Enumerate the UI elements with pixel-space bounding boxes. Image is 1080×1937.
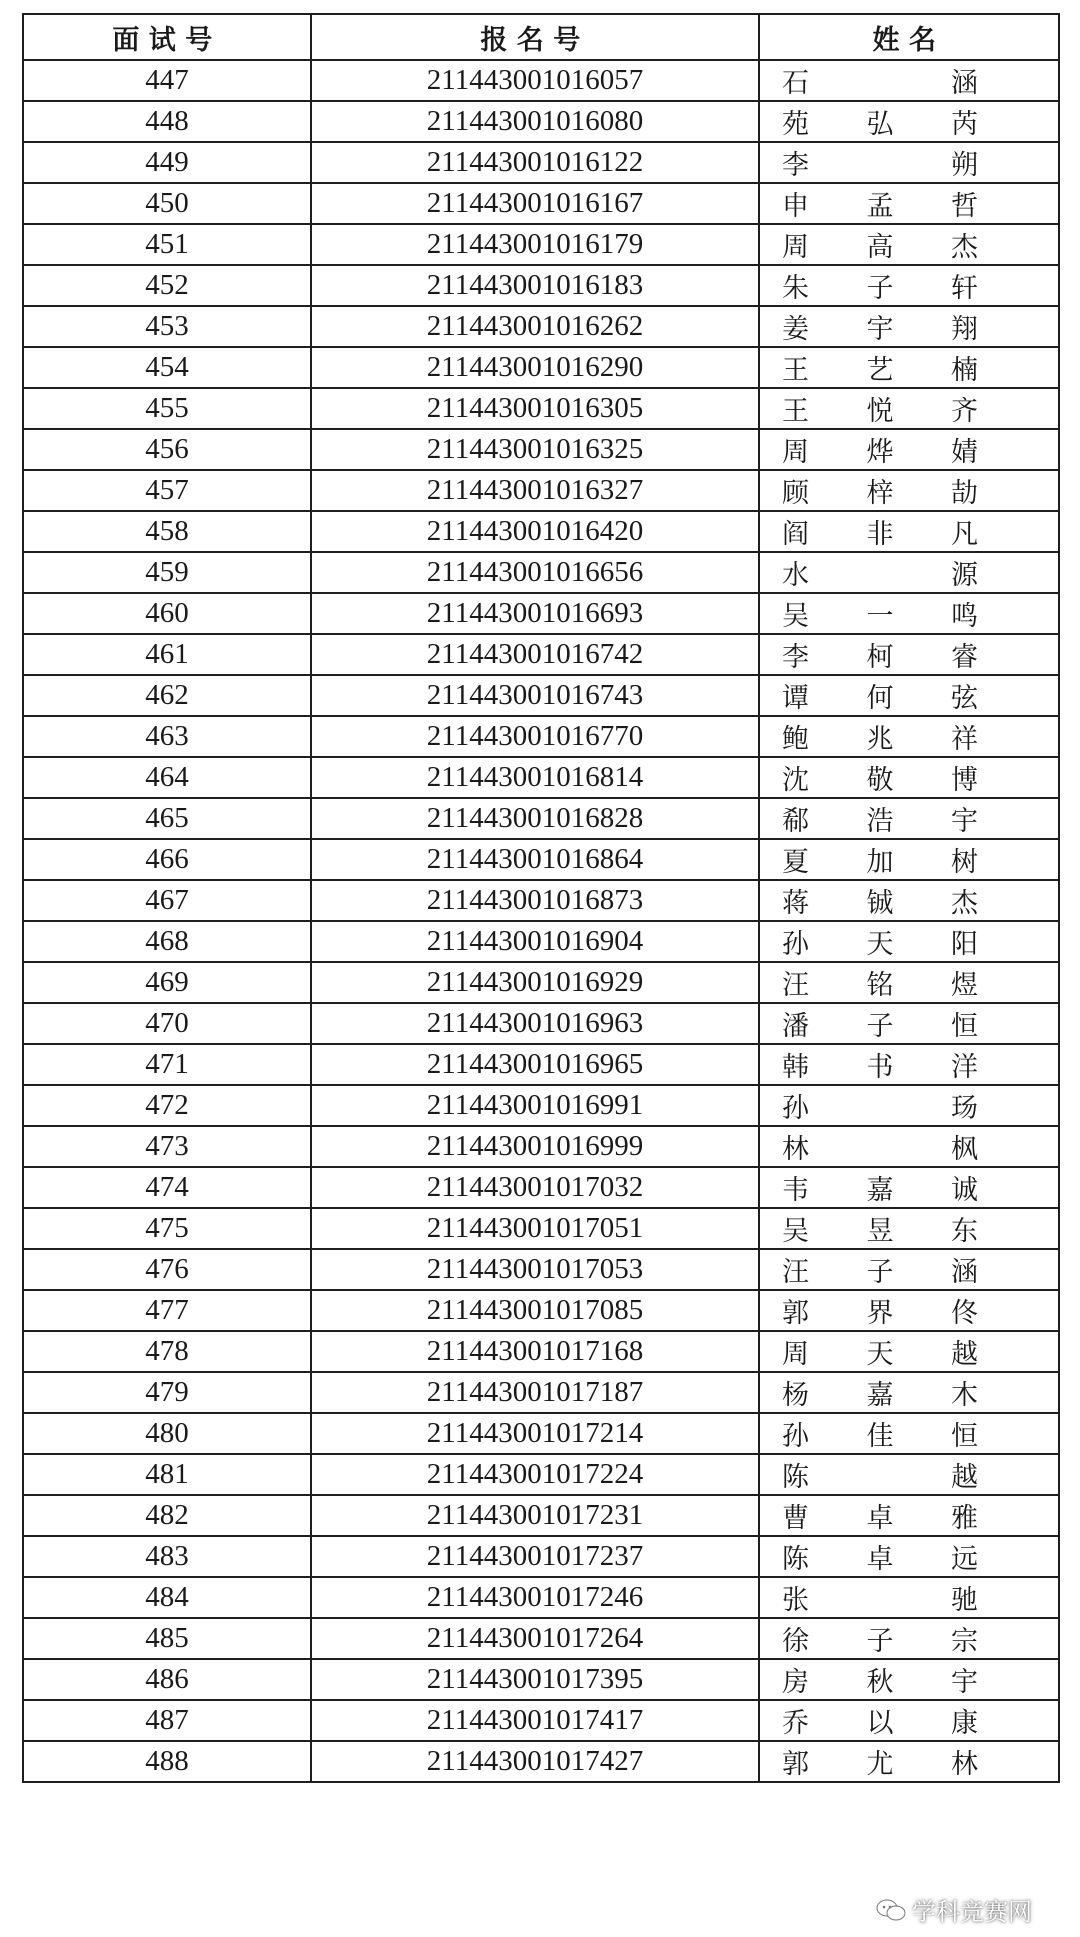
- table-row: [23, 634, 1059, 675]
- table-body: [23, 60, 1059, 1782]
- registration-number-cell: 211443001017168: [311, 1331, 759, 1372]
- interview-number-cell: 468: [23, 921, 311, 962]
- registration-number-cell: 211443001016262: [311, 306, 759, 347]
- registration-number-cell: 211443001016929: [311, 962, 759, 1003]
- table-row: [23, 429, 1059, 470]
- interview-number-cell: 463: [23, 716, 311, 757]
- table-row: [23, 1290, 1059, 1331]
- registration-number-cell: 211443001017224: [311, 1454, 759, 1495]
- registration-number-cell: 211443001016179: [311, 224, 759, 265]
- registration-number-cell: 211443001016991: [311, 1085, 759, 1126]
- interview-number-cell: 462: [23, 675, 311, 716]
- registration-number-cell: 211443001016742: [311, 634, 759, 675]
- table-row: [23, 552, 1059, 593]
- name-cell: 乔 以 康: [759, 1700, 1059, 1741]
- name-cell: 郭 尤 林: [759, 1741, 1059, 1782]
- registration-number-cell: 211443001016305: [311, 388, 759, 429]
- table-row: [23, 593, 1059, 634]
- registration-number-cell: 211443001016656: [311, 552, 759, 593]
- interview-number-cell: 482: [23, 1495, 311, 1536]
- interview-number-cell: 461: [23, 634, 311, 675]
- table-row: [23, 224, 1059, 265]
- registration-number-cell: 211443001016325: [311, 429, 759, 470]
- table-row: [23, 1741, 1059, 1782]
- interview-number-cell: 466: [23, 839, 311, 880]
- registration-number-cell: 211443001017246: [311, 1577, 759, 1618]
- interview-number-cell: 471: [23, 1044, 311, 1085]
- name-cell: 鲍 兆 祥: [759, 716, 1059, 757]
- table-row: [23, 142, 1059, 183]
- interview-number-cell: 458: [23, 511, 311, 552]
- name-cell: 陈 越: [759, 1454, 1059, 1495]
- table-row: [23, 1536, 1059, 1577]
- table-row: [23, 1126, 1059, 1167]
- name-cell: 吴 昱 东: [759, 1208, 1059, 1249]
- registration-number-cell: 211443001017417: [311, 1700, 759, 1741]
- name-cell: 姜 宇 翔: [759, 306, 1059, 347]
- name-cell: 水 源: [759, 552, 1059, 593]
- interview-roster-table: [22, 13, 1060, 1783]
- table-row: [23, 265, 1059, 306]
- interview-number-cell: 488: [23, 1741, 311, 1782]
- interview-number-cell: 457: [23, 470, 311, 511]
- table-row: [23, 511, 1059, 552]
- table-row: [23, 880, 1059, 921]
- name-cell: 陈 卓 远: [759, 1536, 1059, 1577]
- table-row: [23, 757, 1059, 798]
- name-cell: 申 孟 哲: [759, 183, 1059, 224]
- table-row: [23, 1413, 1059, 1454]
- interview-number-cell: 456: [23, 429, 311, 470]
- table-row: [23, 675, 1059, 716]
- name-cell: 阎 非 凡: [759, 511, 1059, 552]
- name-cell: 杨 嘉 木: [759, 1372, 1059, 1413]
- table-row: [23, 962, 1059, 1003]
- registration-number-cell: 211443001016327: [311, 470, 759, 511]
- table-row: [23, 101, 1059, 142]
- registration-number-cell: 211443001016183: [311, 265, 759, 306]
- interview-number-cell: 473: [23, 1126, 311, 1167]
- interview-number-cell: 481: [23, 1454, 311, 1495]
- wechat-icon: [876, 1898, 906, 1922]
- name-cell: 孙 玚: [759, 1085, 1059, 1126]
- interview-number-cell: 478: [23, 1331, 311, 1372]
- table-row: [23, 1249, 1059, 1290]
- registration-number-cell: 211443001017231: [311, 1495, 759, 1536]
- name-cell: 周 高 杰: [759, 224, 1059, 265]
- registration-number-cell: 211443001016963: [311, 1003, 759, 1044]
- name-cell: 潘 子 恒: [759, 1003, 1059, 1044]
- name-cell: 李 朔: [759, 142, 1059, 183]
- registration-number-cell: 211443001016080: [311, 101, 759, 142]
- watermark: [876, 1892, 1032, 1927]
- interview-number-cell: 484: [23, 1577, 311, 1618]
- registration-number-cell: 211443001016420: [311, 511, 759, 552]
- table-row: [23, 306, 1059, 347]
- registration-number-cell: 211443001016122: [311, 142, 759, 183]
- name-cell: 王 艺 楠: [759, 347, 1059, 388]
- table-row: [23, 1003, 1059, 1044]
- name-cell: 朱 子 轩: [759, 265, 1059, 306]
- registration-number-cell: 211443001016904: [311, 921, 759, 962]
- interview-number-cell: 453: [23, 306, 311, 347]
- table-row: [23, 921, 1059, 962]
- interview-number-cell: 465: [23, 798, 311, 839]
- name-cell: 汪 铭 煜: [759, 962, 1059, 1003]
- interview-number-cell: 450: [23, 183, 311, 224]
- table-header: [23, 14, 1059, 60]
- registration-number-cell: 211443001016864: [311, 839, 759, 880]
- interview-number-cell: 479: [23, 1372, 311, 1413]
- interview-number-cell: 477: [23, 1290, 311, 1331]
- name-cell: 吴 一 鸣: [759, 593, 1059, 634]
- name-cell: 张 驰: [759, 1577, 1059, 1618]
- table-row: [23, 470, 1059, 511]
- name-cell: 顾 梓 劼: [759, 470, 1059, 511]
- interview-number-cell: 486: [23, 1659, 311, 1700]
- interview-number-cell: 475: [23, 1208, 311, 1249]
- header-registration-number: 报名号: [311, 14, 759, 60]
- table-row: [23, 839, 1059, 880]
- registration-number-cell: 211443001017085: [311, 1290, 759, 1331]
- name-cell: 林 枫: [759, 1126, 1059, 1167]
- name-cell: 苑 弘 芮: [759, 101, 1059, 142]
- registration-number-cell: 211443001016167: [311, 183, 759, 224]
- name-cell: 谭 何 弦: [759, 675, 1059, 716]
- name-cell: 夏 加 树: [759, 839, 1059, 880]
- registration-number-cell: 211443001016999: [311, 1126, 759, 1167]
- name-cell: 周 天 越: [759, 1331, 1059, 1372]
- table-row: [23, 1208, 1059, 1249]
- table-row: [23, 183, 1059, 224]
- interview-number-cell: 472: [23, 1085, 311, 1126]
- registration-number-cell: 211443001017395: [311, 1659, 759, 1700]
- name-cell: 孙 佳 恒: [759, 1413, 1059, 1454]
- interview-number-cell: 469: [23, 962, 311, 1003]
- table-row: [23, 1577, 1059, 1618]
- registration-number-cell: 211443001016743: [311, 675, 759, 716]
- interview-number-cell: 451: [23, 224, 311, 265]
- interview-number-cell: 449: [23, 142, 311, 183]
- name-cell: 蒋 铖 杰: [759, 880, 1059, 921]
- table-row: [23, 388, 1059, 429]
- table-row: [23, 1167, 1059, 1208]
- registration-number-cell: 211443001017032: [311, 1167, 759, 1208]
- interview-number-cell: 454: [23, 347, 311, 388]
- table-row: [23, 1331, 1059, 1372]
- name-cell: 沈 敬 博: [759, 757, 1059, 798]
- registration-number-cell: 211443001017214: [311, 1413, 759, 1454]
- registration-number-cell: 211443001017427: [311, 1741, 759, 1782]
- interview-number-cell: 483: [23, 1536, 311, 1577]
- registration-number-cell: 211443001016057: [311, 60, 759, 101]
- roster-sheet: [22, 13, 1058, 1921]
- interview-number-cell: 487: [23, 1700, 311, 1741]
- registration-number-cell: 211443001016770: [311, 716, 759, 757]
- interview-number-cell: 447: [23, 60, 311, 101]
- watermark-text: 学科竞赛网: [912, 1898, 1032, 1926]
- table-row: [23, 1044, 1059, 1085]
- table-row: [23, 798, 1059, 839]
- header-row: [23, 14, 1059, 60]
- interview-number-cell: 448: [23, 101, 311, 142]
- name-cell: 孙 天 阳: [759, 921, 1059, 962]
- header-interview-number: 面试号: [23, 14, 311, 60]
- registration-number-cell: 211443001017237: [311, 1536, 759, 1577]
- interview-number-cell: 470: [23, 1003, 311, 1044]
- name-cell: 郗 浩 宇: [759, 798, 1059, 839]
- name-cell: 郭 界 佟: [759, 1290, 1059, 1331]
- interview-number-cell: 459: [23, 552, 311, 593]
- registration-number-cell: 211443001017051: [311, 1208, 759, 1249]
- registration-number-cell: 211443001016828: [311, 798, 759, 839]
- registration-number-cell: 211443001016873: [311, 880, 759, 921]
- header-name: 姓名: [759, 14, 1059, 60]
- interview-number-cell: 480: [23, 1413, 311, 1454]
- table-row: [23, 1495, 1059, 1536]
- interview-number-cell: 485: [23, 1618, 311, 1659]
- interview-number-cell: 476: [23, 1249, 311, 1290]
- name-cell: 韦 嘉 诚: [759, 1167, 1059, 1208]
- name-cell: 石 涵: [759, 60, 1059, 101]
- registration-number-cell: 211443001016814: [311, 757, 759, 798]
- table-row: [23, 716, 1059, 757]
- interview-number-cell: 464: [23, 757, 311, 798]
- name-cell: 曹 卓 雅: [759, 1495, 1059, 1536]
- registration-number-cell: 211443001016290: [311, 347, 759, 388]
- name-cell: 徐 子 宗: [759, 1618, 1059, 1659]
- interview-number-cell: 474: [23, 1167, 311, 1208]
- table-row: [23, 347, 1059, 388]
- registration-number-cell: 211443001016965: [311, 1044, 759, 1085]
- name-cell: 汪 子 涵: [759, 1249, 1059, 1290]
- interview-number-cell: 467: [23, 880, 311, 921]
- name-cell: 王 悦 齐: [759, 388, 1059, 429]
- registration-number-cell: 211443001017264: [311, 1618, 759, 1659]
- table-row: [23, 1454, 1059, 1495]
- registration-number-cell: 211443001017187: [311, 1372, 759, 1413]
- table-row: [23, 1372, 1059, 1413]
- interview-number-cell: 455: [23, 388, 311, 429]
- table-row: [23, 1659, 1059, 1700]
- registration-number-cell: 211443001016693: [311, 593, 759, 634]
- name-cell: 李 柯 睿: [759, 634, 1059, 675]
- name-cell: 周 烨 婧: [759, 429, 1059, 470]
- name-cell: 房 秋 宇: [759, 1659, 1059, 1700]
- registration-number-cell: 211443001017053: [311, 1249, 759, 1290]
- table-row: [23, 1700, 1059, 1741]
- name-cell: 韩 书 洋: [759, 1044, 1059, 1085]
- interview-number-cell: 452: [23, 265, 311, 306]
- table-row: [23, 60, 1059, 101]
- table-row: [23, 1085, 1059, 1126]
- interview-number-cell: 460: [23, 593, 311, 634]
- table-row: [23, 1618, 1059, 1659]
